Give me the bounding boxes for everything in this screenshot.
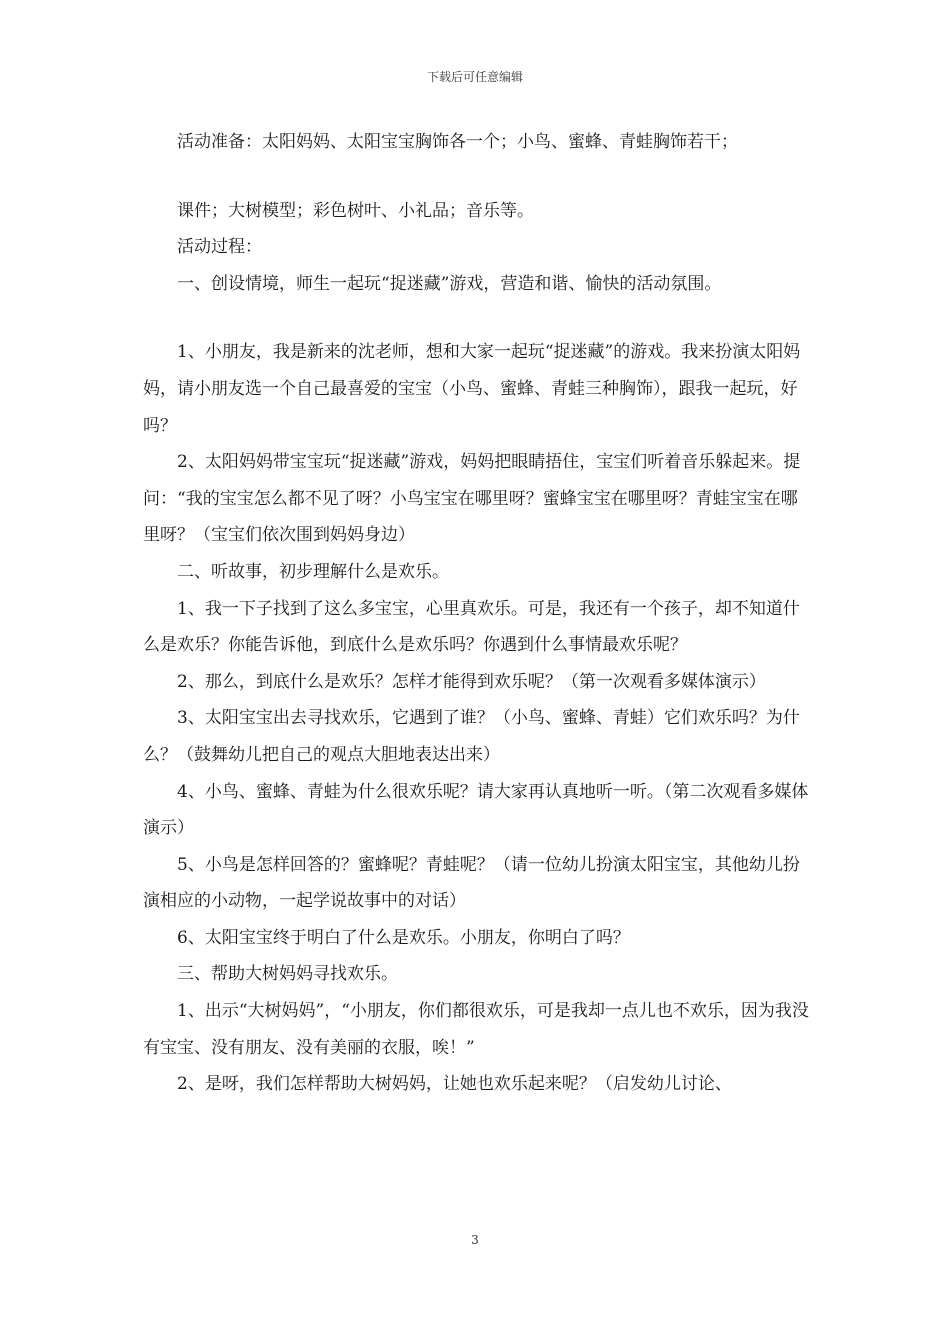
document-body bbox=[143, 124, 811, 1103]
paragraph-3-1: 1、出示“大树妈妈”，“小朋友，你们都很欢乐，可是我却一点儿也不欢乐，因为我没有宝宝、没有朋友、没有美丽的衣服，唉！” bbox=[143, 1001, 809, 1058]
paragraph-1-2: 2、太阳妈妈带宝宝玩“捉迷藏”游戏，妈妈把眼睛捂住，宝宝们听着音乐躲起来。提问：“我的宝宝怎么都不见了呀？小鸟宝宝在哪里呀？蜜蜂宝宝在哪里呀？青蛙宝宝在哪里呀？（宝宝们依次围到妈妈身边） bbox=[143, 452, 801, 546]
paragraph-2-2: 2、那么，到底什么是欢乐？怎样才能得到欢乐呢？（第一次观看多媒体演示） bbox=[177, 671, 766, 692]
paragraph-2-1: 1、我一下子找到了这么多宝宝，心里真欢乐。可是，我还有一个孩子，却不知道什么是欢乐？你能告诉他，到底什么是欢乐吗？你遇到什么事情最欢乐呢？ bbox=[143, 598, 800, 656]
page-number: 3 bbox=[471, 1233, 479, 1247]
paragraph-2-3: 3、太阳宝宝出去寻找欢乐，它遇到了谁？（小鸟、蜜蜂、青蛙）它们欢乐吗？为什么？（鼓舞幼儿把自己的观点大胆地表达出来） bbox=[143, 708, 800, 765]
paragraph-process-heading: 活动过程： bbox=[177, 237, 262, 258]
paragraph-2-4: 4、小鸟、蜜蜂、青蛙为什么很欢乐呢？请大家再认真地听一听。（第二次观看多媒体演示） bbox=[143, 781, 809, 839]
paragraph-preparation: 活动准备：太阳妈妈、太阳宝宝胸饰各一个；小鸟、蜜蜂、青蛙胸饰若干； bbox=[177, 132, 738, 152]
paragraph-materials: 课件；大树模型；彩色树叶、小礼品；音乐等。 bbox=[177, 200, 534, 221]
paragraph-2-5: 5、小鸟是怎样回答的？蜜蜂呢？青蛙呢？（请一位幼儿扮演太阳宝宝，其他幼儿扮演相应的小动物，一起学说故事中的对话） bbox=[143, 854, 800, 912]
page-header: 下载后可任意编辑 bbox=[426, 70, 523, 84]
paragraph-1-1: 1、小朋友，我是新来的沈老师，想和大家一起玩“捉迷藏”的游戏。我来扮演太阳妈妈，请小朋友选一个自己最喜爱的宝宝（小鸟、蜜蜂、青蛙三种胸饰），跟我一起玩，好吗？ bbox=[143, 342, 801, 436]
section-heading-3: 三、帮助大树妈妈寻找欢乐。 bbox=[177, 964, 398, 985]
section-heading-2: 二、听故事，初步理解什么是欢乐。 bbox=[177, 561, 449, 582]
paragraph-3-2: 2、是呀，我们怎样帮助大树妈妈，让她也欢乐起来呢？（启发幼儿讨论、 bbox=[177, 1074, 732, 1095]
section-heading-1: 一、创设情境，师生一起玩“捉迷藏”游戏，营造和谐、愉快的活动氛围。 bbox=[177, 273, 722, 294]
paragraph-2-6: 6、太阳宝宝终于明白了什么是欢乐。小朋友，你明白了吗？ bbox=[177, 927, 630, 948]
